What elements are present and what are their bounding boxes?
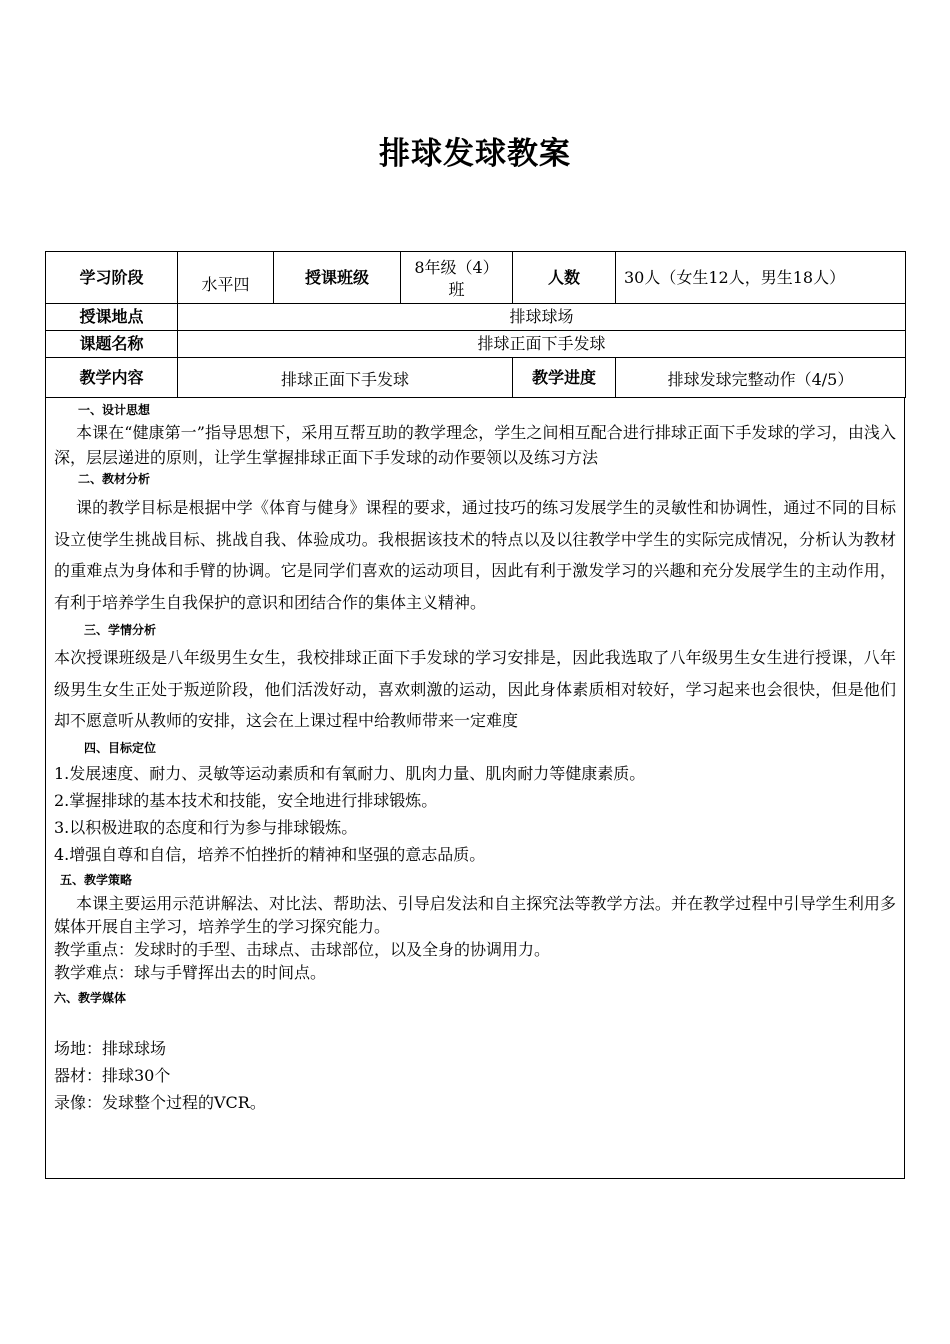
class-label: 授课班级	[274, 252, 401, 304]
topic-label: 课题名称	[46, 331, 178, 358]
progress-value: 排球发球完整动作（4/5）	[616, 358, 906, 398]
section-design	[46, 397, 904, 470]
media-item: 录像：发球整个过程的VCR。	[54, 1092, 266, 1112]
stage-label: 学习阶段	[46, 252, 178, 304]
goal-item: 3.以积极进取的态度和行为参与排球锻炼。	[54, 817, 358, 837]
section-students	[46, 618, 904, 737]
section-heading: 六、教学媒体	[54, 990, 127, 1005]
section-heading: 一、设计思想	[78, 403, 151, 417]
section-text: 课的教学目标是根据中学《体育与健身》课程的要求，通过技巧的练习发展学生的灵敏性和协调性，通过不同的目标设立使学生挑战目标、挑战自我、体验成功。我根据该技术的特点以及以往教学中学生的实际完成情况，分析认为教材的重难点为身体和手臂的协调。它是同学们喜欢的运动项目，因此有利于激发学习的兴趣和充分发展学生的主动作用，有利于培养学生自我保护的意识和团结合作的集体主义精神。	[54, 498, 896, 612]
progress-label: 教学进度	[513, 358, 616, 398]
info-row-content	[46, 358, 906, 398]
info-row-place	[46, 304, 906, 331]
place-label: 授课地点	[46, 304, 178, 331]
goal-item: 1.发展速度、耐力、灵敏等运动素质和有氧耐力、肌肉力量、肌肉耐力等健康素质。	[54, 763, 646, 783]
section-media	[46, 984, 904, 1116]
topic-value: 排球正面下手发球	[178, 331, 906, 358]
place-value: 排球球场	[178, 304, 906, 331]
key-point: 教学重点：发球时的手型、击球点、击球部位，以及全身的协调用力。	[54, 939, 551, 959]
content-value: 排球正面下手发球	[178, 358, 513, 398]
section-goals	[46, 737, 904, 868]
section-heading: 三、学情分析	[84, 623, 157, 637]
info-row-topic	[46, 331, 906, 358]
content-label: 教学内容	[46, 358, 178, 398]
section-material	[46, 470, 904, 618]
difficulty-point: 教学难点：球与手臂挥出去的时间点。	[54, 962, 327, 982]
media-item: 器材：排球30个	[54, 1065, 171, 1085]
info-row-stage	[46, 252, 906, 304]
section-heading: 四、目标定位	[84, 740, 157, 755]
goal-item: 4.增强自尊和自信，培养不怕挫折的精神和坚强的意志品质。	[54, 844, 486, 864]
count-label: 人数	[513, 252, 616, 304]
goal-item: 2.掌握排球的基本技术和技能，安全地进行排球锻炼。	[54, 790, 438, 810]
section-heading: 二、教材分析	[78, 472, 151, 486]
section-strategy	[46, 868, 904, 984]
document-title: 排球发球教案	[379, 136, 571, 172]
class-value: 8年级（4）班	[401, 252, 513, 304]
section-text: 本课主要运用示范讲解法、对比法、帮助法、引导启发法和自主探究法等教学方法。并在教学过程中引导学生利用多媒体开展自主学习，培养学生的学习探究能力。	[54, 893, 896, 936]
section-heading: 五、教学策略	[60, 872, 133, 887]
media-item: 场地：排球球场	[54, 1038, 167, 1058]
section-text: 本课在“健康第一”指导思想下，采用互帮互助的教学理念，学生之间相互配合进行排球正面下手发球的学习，由浅入深，层层递进的原则，让学生掌握排球正面下手发球的动作要领以及练习方法	[54, 423, 896, 467]
section-text: 本次授课班级是八年级男生女生，我校排球正面下手发球的学习安排是，因此我选取了八年级男生女生进行授课，八年级男生女生正处于叛逆阶段，他们活泼好动，喜欢刺激的运动，因此身体素质相对较好，学习起来也会很快，但是他们却不愿意听从教师的安排，这会在上课过程中给教师带来一定难度	[54, 648, 896, 730]
count-value: 30人（女生12人，男生18人）	[616, 252, 906, 304]
lesson-body	[45, 397, 905, 1179]
lesson-info-table	[45, 251, 906, 398]
stage-value: 水平四	[178, 252, 274, 304]
